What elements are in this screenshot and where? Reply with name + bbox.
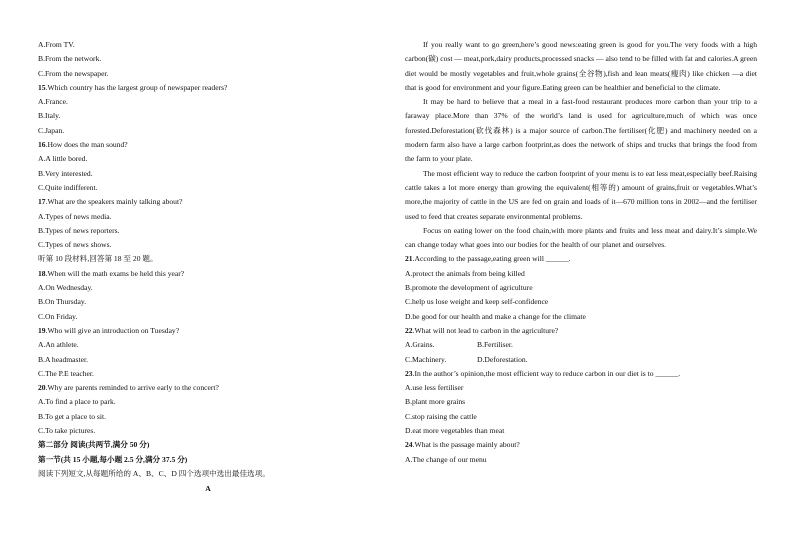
passage-paragraph-1: If you really want to go green,here’s good news:eating green is good for you.The very foods with a high carbon(碳) cost — meat,pork,dairy products,processed snacks — also tend to be filled with fat and calories.A green diet would be mostly vegetables and fruit,whole grains(全谷物),fish and lean meats(瘦肉) like chicken —a diet that is good for environment and your figure.Eating green can be healthier and beneficial to the climate. [405,40,757,92]
q14-option-c: C.From the newspaper. [38,68,109,78]
q18-option-b: B.On Thursday. [38,297,87,307]
question-number: 16 [38,140,46,150]
question-21 [405,252,757,266]
question-text: .What is the passage mainly about? [412,440,520,450]
q22-option-d: D.Deforestation. [477,354,528,364]
q18-option-a: A.On Wednesday. [38,283,93,293]
question-text: .Who will give an introduction on Tuesday? [45,325,180,335]
q18-option-c: C.On Friday. [38,311,78,321]
question-text: .In the author’s opinion,the most efficient way to reduce carbon in our diet is to ______. [412,368,681,378]
passage-paragraph-2: It may be hard to believe that a meal in a fast-food restaurant produces more carbon than your trip to a faraway place.More than 37% of the world’s land is used for agriculture,much of which was once forested.Deforestation(砍伐森林) is a major source of carbon.The fertiliser(化肥) and machinery needed on a modern farm also have a large carbon footprint,as does the network of ships and trucks that brings the food from the farm to your plate. [405,97,757,164]
q23-option-c: C.stop raising the cattle [405,411,477,421]
passage-label: A [205,484,211,494]
question-15 [38,81,378,95]
question-text: .Which country has the largest group of newspaper readers? [45,82,228,92]
passage-paragraph-4: Focus on eating lower on the food chain,with more plants and fruits and less meat and dairy.It’s simple.We can change today what goes into our bodies for the health of our planet and ourselves. [405,225,757,250]
question-18 [38,267,378,281]
q24-option-a: A.The change of our menu [405,454,487,464]
question-23 [405,367,757,381]
q19-option-a: A.An athlete. [38,340,79,350]
question-22 [405,324,757,338]
question-24 [405,438,757,452]
q23-option-d: D.eat more vegetables than meat [405,426,505,436]
question-number: 24 [405,440,413,450]
part2-title: 第二部分 阅读(共两节,满分 50 分) [38,440,150,450]
q21-option-b: B.promote the development of agriculture [405,283,533,293]
q22-options-row-2 [405,353,757,367]
question-text: .According to the passage,eating green will ______. [412,254,571,264]
q17-option-c: C.Types of news shows. [38,240,112,250]
question-text: .How does the man sound? [45,140,128,150]
section1-title: 第一节(共 15 小题,每小题 2.5 分,满分 37.5 分) [38,454,188,464]
question-number: 19 [38,325,46,335]
q20-option-b: B.To get a place to sit. [38,411,107,421]
q14-option-a: A.From TV. [38,40,75,49]
q15-option-a: A.France. [38,97,68,107]
q20-option-c: C.To take pictures. [38,426,96,436]
q15-option-c: C.Japan. [38,125,65,135]
question-number: 22 [405,325,413,335]
q22-option-c: C.Machinery. [405,354,447,364]
q14-option-b: B.From the network. [38,54,102,64]
q21-option-a: A.protect the animals from being killed [405,268,525,278]
listening-instruction: 听第 10 段材料,回答第 18 至 20 题。 [38,254,158,264]
q17-option-b: B.Types of news reporters. [38,225,120,235]
q15-option-b: B.Italy. [38,111,61,121]
passage-paragraph-3: The most efficient way to reduce the carbon footprint of your menu is to eat less meat,especially beef.Raising cattle takes a lot more energy than growing the equivalent(相等的) amount of grains,fruit or vegetables.What’s more,the majority of cattle in the US are fed on grain and loads of it—670 million tons in 2002—and the fertiliser used to feed that creates separate environmental problems. [405,168,757,221]
question-number: 18 [38,268,46,278]
q22-option-b: B.Fertiliser. [477,340,513,350]
q21-option-c: C.help us lose weight and keep self-confidence [405,297,549,307]
q19-option-b: B.A headmaster. [38,354,88,364]
question-number: 15 [38,82,46,92]
question-number: 17 [38,197,46,207]
left-column [38,38,378,497]
right-column [405,38,757,467]
q16-option-c: C.Quite indifferent. [38,182,98,192]
q20-option-a: A.To find a place to park. [38,397,116,407]
q23-option-b: B.plant more grains [405,397,466,407]
question-text: .What are the speakers mainly talking about? [45,197,183,207]
q22-options-row-1 [405,338,757,352]
question-text: .What will not lead to carbon in the agriculture? [412,325,559,335]
question-17 [38,195,378,209]
section1-instruction: 阅读下列短文,从每题所给的 A、B、C、D 四个选项中选出最佳选项。 [38,468,270,478]
question-number: 23 [405,368,413,378]
q16-option-a: A.A little bored. [38,154,88,164]
question-20 [38,381,378,395]
q21-option-d: D.be good for our health and make a change for the climate [405,311,586,321]
question-text: .When will the math exams be held this year? [45,268,185,278]
question-number: 20 [38,383,46,393]
q17-option-a: A.Types of news media. [38,211,112,221]
q16-option-b: B.Very interested. [38,168,93,178]
question-text: .Why are parents reminded to arrive early to the concert? [45,383,219,393]
question-16 [38,138,378,152]
question-19 [38,324,378,338]
q19-option-c: C.The P.E teacher. [38,368,94,378]
q22-option-a: A.Grains. [405,340,435,350]
question-number: 21 [405,254,413,264]
q23-option-a: A.use less fertiliser [405,383,464,393]
